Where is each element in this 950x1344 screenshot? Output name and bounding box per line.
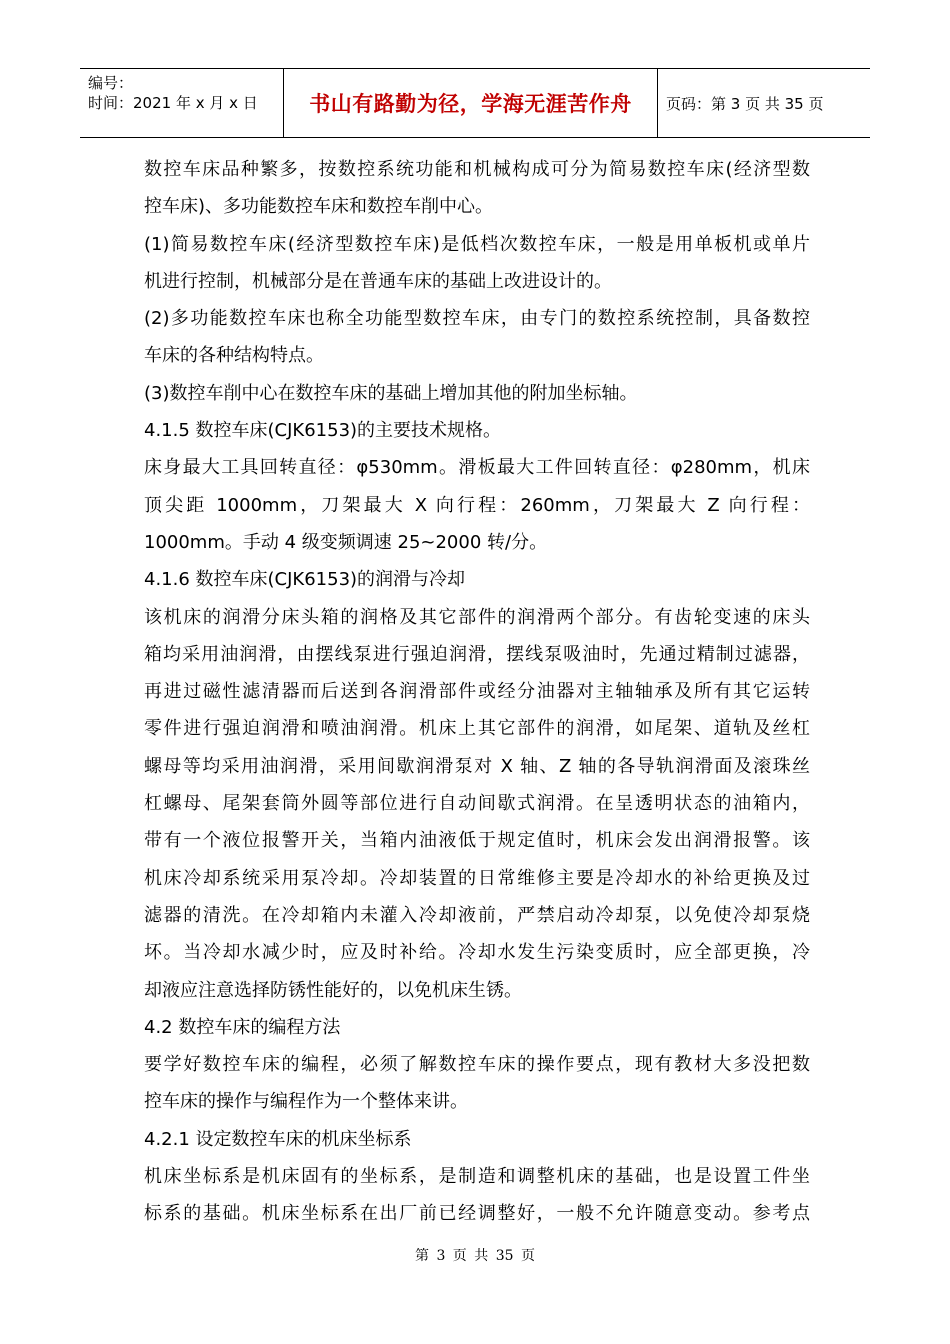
header-left-cell bbox=[80, 69, 284, 137]
text-line: 床身最大工具回转直径：φ530mm。滑板最大工件回转直径：φ280mm，机床 bbox=[144, 457, 810, 479]
document-number-label: 编号： bbox=[88, 74, 134, 92]
text-line: 顶尖距 1000mm，刀架最大 X 向行程：260mm，刀架最大 Z 向行程： bbox=[144, 494, 810, 516]
text-line: 再进过磁性滤清器而后送到各润滑部件或经分油器对主轴轴承及所有其它运转 bbox=[144, 681, 810, 703]
text-line: 零件进行强迫润滑和喷油润滑。机床上其它部件的润滑，如尾架、道轨及丝杠 bbox=[144, 718, 810, 740]
document-time: 时间：2021 年 x 月 x 日 bbox=[88, 94, 258, 112]
page-header bbox=[80, 68, 870, 138]
text-line: 机床冷却系统采用泵冷却。冷却装置的日常维修主要是冷却水的补给更换及过 bbox=[144, 867, 810, 889]
document-body bbox=[144, 151, 810, 1233]
text-line: 控车床)、多功能数控车床和数控车削中心。 bbox=[144, 196, 494, 218]
text-line: 机进行控制，机械部分是在普通车床的基础上改进设计的。 bbox=[144, 270, 612, 292]
text-line: 滤器的清洗。在冷却箱内未灌入冷却液前，严禁启动冷却泵，以免使冷却泵烧 bbox=[144, 904, 810, 926]
text-line: 箱均采用油润滑，由摆线泵进行强迫润滑，摆线泵吸油时，先通过精制过滤器， bbox=[144, 643, 810, 665]
text-line: 却液应注意选择防锈性能好的，以免机床生锈。 bbox=[144, 979, 522, 1001]
text-line: 1000mm。手动 4 级变频调速 25~2000 转/分。 bbox=[144, 531, 548, 553]
header-motto: 书山有路勤为径，学海无涯苦作舟 bbox=[309, 91, 632, 116]
page-footer: 第 3 页 共 35 页 bbox=[415, 1248, 535, 1264]
text-line: 数控车床品种繁多，按数控系统功能和机械构成可分为简易数控车床(经济型数 bbox=[144, 159, 810, 180]
section-heading: 4.2.1 设定数控车床的机床坐标系 bbox=[144, 1128, 412, 1150]
text-line: (2)多功能数控车床也称全功能型数控车床，由专门的数控系统控制，具备数控 bbox=[144, 308, 810, 330]
text-line: 控车床的操作与编程作为一个整体来讲。 bbox=[144, 1091, 468, 1113]
text-line: 标系的基础。机床坐标系在出厂前已经调整好，一般不允许随意变动。参考点 bbox=[144, 1203, 810, 1225]
text-line: 带有一个液位报警开关，当箱内油液低于规定值时，机床会发出润滑报警。该 bbox=[144, 830, 810, 852]
text-line: 车床的各种结构特点。 bbox=[144, 345, 324, 367]
header-page-info: 页码：第 3 页 共 35 页 bbox=[666, 94, 824, 113]
text-line: (1)简易数控车床(经济型数控车床)是低档次数控车床，一般是用单板机或单片 bbox=[144, 233, 810, 255]
text-line: 机床坐标系是机床固有的坐标系，是制造和调整机床的基础，也是设置工件坐 bbox=[144, 1166, 810, 1188]
text-line: 杠螺母、尾架套筒外圆等部位进行自动间歇式润滑。在呈透明状态的油箱内， bbox=[144, 793, 810, 815]
text-line: 该机床的润滑分床头箱的润格及其它部件的润滑两个部分。有齿轮变速的床头 bbox=[144, 606, 810, 628]
header-motto-cell bbox=[284, 69, 658, 137]
section-heading: 4.1.5 数控车床(CJK6153)的主要技术规格。 bbox=[144, 420, 502, 442]
section-heading: 4.1.6 数控车床(CJK6153)的润滑与冷却 bbox=[144, 569, 466, 591]
text-line: 螺母等均采用油润滑，采用间歇润滑泵对 X 轴、Z 轴的各导轨润滑面及滚珠丝 bbox=[144, 755, 810, 777]
text-line: 坏。当冷却水减少时，应及时补给。冷却水发生污染变质时，应全部更换，冷 bbox=[144, 942, 810, 964]
text-line: (3)数控车削中心在数控车床的基础上增加其他的附加坐标轴。 bbox=[144, 382, 638, 404]
text-line: 要学好数控车床的编程，必须了解数控车床的操作要点，现有教材大多没把数 bbox=[144, 1054, 810, 1076]
section-heading: 4.2 数控车床的编程方法 bbox=[144, 1016, 341, 1038]
